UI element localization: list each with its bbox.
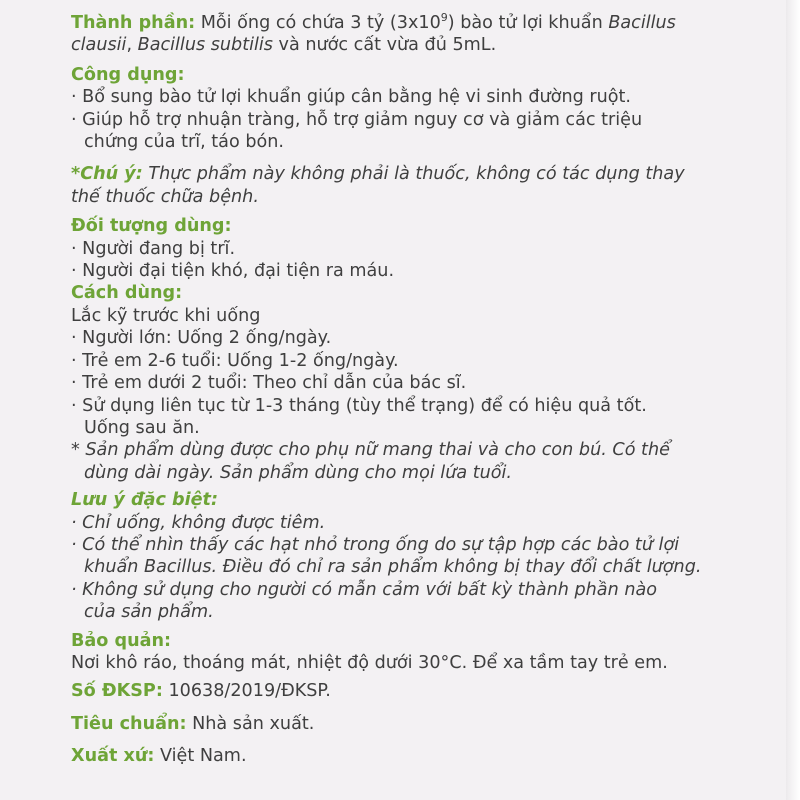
note-label: *Chú ý: bbox=[71, 164, 143, 185]
list-item: · Giúp hỗ trợ nhuận tràng, hỗ trợ giảm nguy cơ và giảm các triệu bbox=[71, 109, 643, 130]
usage-note: * Sản phẩm dùng được cho phụ nữ mang thai và cho con bú. Có thể bbox=[71, 440, 670, 461]
standard-value: Nhà sản xuất. bbox=[186, 713, 315, 734]
target-users-section bbox=[71, 215, 760, 282]
ingredients-section: Thành phần: Mỗi ống có chứa 3 tỷ $(3x10^9)$ bào tử lợi khuẩn Bacillus clausii, Bacillus subtilis và nước cất vừa đủ 5mL. bbox=[71, 11, 676, 56]
list-item: · Trẻ em 2-6 tuổi: Uống 1-2 ống/ngày. bbox=[71, 350, 399, 371]
warnings-section bbox=[71, 489, 760, 623]
origin-section bbox=[71, 745, 760, 767]
list-item-continued: Uống sau ăn. bbox=[84, 417, 200, 438]
storage-heading: Bảo quản: bbox=[71, 630, 172, 651]
species-name: Bacillus bbox=[608, 13, 676, 33]
list-item-continued: của sản phẩm. bbox=[84, 602, 214, 623]
list-item: · Người lớn: Uống 2 ống/ngày. bbox=[71, 328, 332, 349]
ingredients-label: Thành phần: bbox=[71, 13, 196, 33]
standard-label: Tiêu chuẩn: bbox=[71, 713, 187, 734]
list-item: · Có thể nhìn thấy các hạt nhỏ trong ống do sự tập hợp các bào tử lợi bbox=[71, 534, 680, 555]
ingredients-exponent: 9 bbox=[440, 11, 448, 25]
species-name: Bacillus subtilis bbox=[137, 35, 273, 56]
registration-value: 10638/2019/ĐKSP. bbox=[162, 681, 331, 702]
list-item: · Bổ sung bào tử lợi khuẩn giúp cân bằng hệ vi sinh đường ruột. bbox=[71, 87, 632, 108]
uses-section bbox=[71, 64, 760, 154]
list-item: · Không sử dụng cho người có mẫn cảm với bất kỳ thành phần nào bbox=[71, 579, 658, 600]
target-users-heading: Đối tượng dùng: bbox=[71, 216, 232, 237]
warnings-heading: Lưu ý đặc biệt: bbox=[71, 490, 219, 511]
origin-label: Xuất xứ: bbox=[71, 746, 155, 767]
list-item-continued: chứng của trĩ, táo bón. bbox=[84, 132, 285, 153]
usage-section bbox=[71, 282, 760, 484]
species-name: clausii bbox=[71, 35, 127, 56]
note-text: Thực phẩm này không phải là thuốc, không có tác dụng thay bbox=[142, 164, 685, 185]
registration-label: Số ĐKSP: bbox=[71, 681, 163, 702]
list-item: · Người đại tiện khó, đại tiện ra máu. bbox=[71, 261, 395, 282]
note-text: thế thuốc chữa bệnh. bbox=[71, 186, 259, 207]
list-item: · Sử dụng liên tục từ 1-3 tháng (tùy thể trạng) để có hiệu quả tốt. bbox=[71, 395, 647, 416]
usage-intro: Lắc kỹ trước khi uống bbox=[71, 305, 261, 326]
storage-text: Nơi khô ráo, thoáng mát, nhiệt độ dưới 30°C. Để xa tầm tay trẻ em. bbox=[71, 652, 668, 673]
list-item: · Chỉ uống, không được tiêm. bbox=[71, 512, 326, 533]
list-item-continued: khuẩn Bacillus. Điều đó chỉ ra sản phẩm không bị thay đổi chất lượng. bbox=[84, 557, 702, 578]
registration-section bbox=[71, 680, 760, 702]
usage-note: dùng dài ngày. Sản phẩm dùng cho mọi lứa tuổi. bbox=[84, 462, 513, 483]
note-section bbox=[71, 163, 760, 208]
usage-heading: Cách dùng: bbox=[71, 283, 183, 304]
uses-heading: Công dụng: bbox=[71, 64, 185, 85]
standard-section bbox=[71, 713, 760, 735]
list-item: · Trẻ em dưới 2 tuổi: Theo chỉ dẫn của bác sĩ. bbox=[71, 373, 467, 394]
storage-section bbox=[71, 630, 760, 675]
list-item: · Người đang bị trĩ. bbox=[71, 238, 236, 259]
ingredients-text: Mỗi ống có chứa 3 tỷ (3x10 bbox=[195, 13, 441, 33]
origin-value: Việt Nam. bbox=[154, 746, 247, 767]
